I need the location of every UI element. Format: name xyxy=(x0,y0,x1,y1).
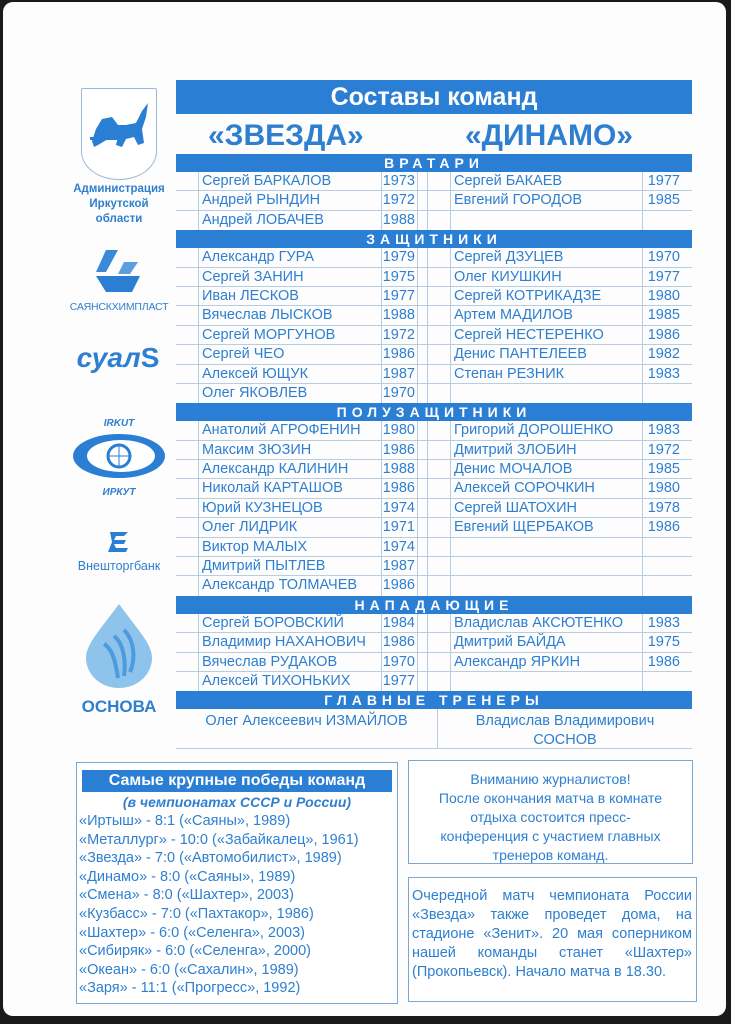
next-match-box xyxy=(408,877,697,1002)
table-row xyxy=(176,421,692,440)
column-divider xyxy=(418,538,428,556)
table-row xyxy=(176,306,692,325)
sponsor-vneshtorgbank xyxy=(65,530,173,574)
away-player-name: Денис МОЧАЛОВ xyxy=(451,460,643,478)
home-player-name: Анатолий АГРОФЕНИН xyxy=(199,421,382,439)
table-row xyxy=(176,365,692,384)
press-notice-line: тренеров команд. xyxy=(492,847,609,863)
home-player-name: Андрей ЛОБАЧЕВ xyxy=(199,211,382,230)
home-number-cell xyxy=(176,538,199,556)
away-player-year: 1986 xyxy=(647,519,680,536)
home-number-cell xyxy=(176,460,199,478)
home-player-year: 1984 xyxy=(382,614,418,632)
home-player-name: Владимир НАХАНОВИЧ xyxy=(199,633,382,651)
away-coach-name xyxy=(438,709,692,748)
home-player-year: 1970 xyxy=(382,384,418,403)
biggest-wins-box xyxy=(76,762,398,1004)
page-title: Составы команд xyxy=(176,80,692,114)
home-number-cell xyxy=(176,191,199,209)
away-player-year: 1980 xyxy=(647,480,680,497)
column-divider xyxy=(418,345,428,363)
home-player-name: Сергей МОРГУНОВ xyxy=(199,326,382,344)
table-row xyxy=(176,172,692,191)
press-notice-line: После окончания матча в комнате xyxy=(438,790,663,806)
column-divider xyxy=(418,653,428,671)
home-number-cell xyxy=(176,672,199,691)
coaches-row xyxy=(176,709,692,749)
table-row xyxy=(176,460,692,479)
column-divider xyxy=(418,326,428,344)
home-player-year: 1987 xyxy=(382,557,418,575)
away-number-cell xyxy=(428,538,451,556)
home-player-name: Юрий КУЗНЕЦОВ xyxy=(199,499,382,517)
column-divider xyxy=(418,365,428,383)
sual-logo-icon: суал xyxy=(76,342,141,373)
home-player-name: Николай КАРТАШОВ xyxy=(199,479,382,497)
home-player-year: 1988 xyxy=(382,306,418,324)
list-item: «Шахтер» - 6:0 («Селенга», 2003) xyxy=(79,924,305,941)
home-player-name: Олег ЯКОВЛЕВ xyxy=(199,384,382,403)
home-number-cell xyxy=(176,211,199,230)
table-row xyxy=(176,191,692,210)
away-player-year: 1983 xyxy=(647,365,680,382)
away-player-name: Артем МАДИЛОВ xyxy=(451,306,643,324)
column-divider xyxy=(418,576,428,595)
sponsor-caption: IRKUT xyxy=(103,418,135,429)
table-row xyxy=(176,441,692,460)
home-player-name: Сергей БОРОВСКИЙ xyxy=(199,614,382,632)
away-number-cell xyxy=(428,653,451,671)
table-row xyxy=(176,538,692,557)
sponsor-irkutsk-administration xyxy=(63,182,175,227)
table-row xyxy=(176,576,692,595)
table-row xyxy=(176,268,692,287)
table-row xyxy=(176,211,692,230)
list-item: «Кузбасс» - 7:0 («Пахтакор», 1986) xyxy=(79,905,314,922)
home-player-name: Сергей БАРКАЛОВ xyxy=(199,172,382,190)
home-player-name: Сергей ЗАНИН xyxy=(199,268,382,286)
sponsor-irkut xyxy=(65,418,173,499)
column-divider xyxy=(418,479,428,497)
table-row xyxy=(176,479,692,498)
table-row xyxy=(176,557,692,576)
home-number-cell xyxy=(176,365,199,383)
home-player-name: Александр КАЛИНИН xyxy=(199,460,382,478)
list-item: «Заря» - 11:1 («Прогресс», 1992) xyxy=(79,980,301,997)
table-row xyxy=(176,499,692,518)
away-player-year: 1977 xyxy=(647,268,680,285)
column-divider xyxy=(418,557,428,575)
table-row xyxy=(176,518,692,537)
press-notice-line: отдыха состоится пресс- xyxy=(470,809,631,825)
list-item: «Сибиряк» - 6:0 («Селенга», 2000) xyxy=(79,943,311,960)
home-player-year: 1972 xyxy=(382,191,418,209)
away-number-cell xyxy=(428,672,451,691)
away-player-name: Сергей ДЗУЦЕВ xyxy=(451,248,643,266)
home-player-name: Сергей ЧЕО xyxy=(199,345,382,363)
home-player-year: 1977 xyxy=(382,672,418,691)
away-number-cell xyxy=(428,365,451,383)
home-number-cell xyxy=(176,421,199,439)
irkutsk-coat-of-arms xyxy=(81,88,157,180)
sponsor-caption: области xyxy=(95,213,143,225)
table-row xyxy=(176,326,692,345)
sponsor-caption: ОСНОВА xyxy=(81,697,157,716)
column-divider xyxy=(418,672,428,691)
home-player-year: 1974 xyxy=(382,499,418,517)
away-number-cell xyxy=(428,499,451,517)
column-divider xyxy=(418,384,428,403)
sponsor-caption: ИРКУТ xyxy=(102,487,136,498)
table-row xyxy=(176,287,692,306)
home-player-year: 1986 xyxy=(382,576,418,595)
away-player-year xyxy=(643,672,682,691)
home-player-year: 1972 xyxy=(382,326,418,344)
home-player-year: 1986 xyxy=(382,479,418,497)
team-home-name: «ЗВЕЗДА» xyxy=(208,119,364,152)
sponsor-osnova xyxy=(65,600,173,717)
home-number-cell xyxy=(176,576,199,595)
press-notice-text xyxy=(409,761,692,865)
away-player-name: Олег КИУШКИН xyxy=(451,268,643,286)
away-player-year: 1978 xyxy=(647,499,680,516)
home-number-cell xyxy=(176,653,199,671)
home-player-name: Иван ЛЕСКОВ xyxy=(199,287,382,305)
away-player-name xyxy=(451,211,643,230)
list-item: «Смена» - 8:0 («Шахтер», 2003) xyxy=(79,887,294,904)
press-notice-box xyxy=(408,760,693,864)
sponsor-sayanskkhimplast xyxy=(65,246,173,314)
away-player-name: Алексей СОРОЧКИН xyxy=(451,479,643,497)
away-player-year: 1985 xyxy=(647,307,680,324)
away-number-cell xyxy=(428,287,451,305)
sponsor-caption: САЯНСКХИМПЛАСТ xyxy=(69,301,169,313)
away-number-cell xyxy=(428,248,451,266)
away-number-cell xyxy=(428,306,451,324)
next-match-text: Очередной матч чемпионата России «Звезда» также проведет дома, на стадионе «Зенит». 20 мая соперником нашей команды станет «Шахтер» (Прокопьевск). Начало матча в 18.30. xyxy=(412,888,692,980)
column-divider xyxy=(418,268,428,286)
away-number-cell xyxy=(428,557,451,575)
section-rows xyxy=(176,172,692,230)
away-number-cell xyxy=(428,518,451,536)
home-number-cell xyxy=(176,248,199,266)
home-player-name: Вячеслав РУДАКОВ xyxy=(199,653,382,671)
home-number-cell xyxy=(176,441,199,459)
away-player-year: 1983 xyxy=(647,614,680,631)
column-divider xyxy=(418,191,428,209)
table-row xyxy=(176,248,692,267)
biggest-wins-subtitle: (в чемпионатах СССР и России) xyxy=(122,794,352,810)
away-player-year: 1970 xyxy=(647,249,680,266)
home-number-cell xyxy=(176,499,199,517)
home-player-name: Алексей ЮЩУК xyxy=(199,365,382,383)
column-divider xyxy=(418,287,428,305)
home-player-year: 1977 xyxy=(382,287,418,305)
home-player-year: 1970 xyxy=(382,653,418,671)
away-number-cell xyxy=(428,460,451,478)
away-player-year xyxy=(643,384,682,403)
away-player-year xyxy=(643,576,682,595)
biggest-wins-list xyxy=(77,812,397,998)
away-coach-line: Владислав Владимирович xyxy=(475,713,655,730)
home-player-name: Александр ГУРА xyxy=(199,248,382,266)
home-player-name: Вячеслав ЛЫСКОВ xyxy=(199,306,382,324)
home-player-year: 1987 xyxy=(382,365,418,383)
away-player-name xyxy=(451,538,643,556)
home-number-cell xyxy=(176,518,199,536)
away-player-name xyxy=(451,557,643,575)
column-divider xyxy=(418,614,428,632)
section-header: НАПАДАЮЩИЕ xyxy=(176,596,692,614)
home-player-name: Алексей ТИХОНЬКИХ xyxy=(199,672,382,691)
home-number-cell xyxy=(176,614,199,632)
home-number-cell xyxy=(176,633,199,651)
table-row xyxy=(176,384,692,403)
away-player-year xyxy=(643,557,682,575)
away-player-year: 1972 xyxy=(647,441,680,458)
away-player-name: Григорий ДОРОШЕНКО xyxy=(451,421,643,439)
column-divider xyxy=(418,421,428,439)
home-player-year: 1975 xyxy=(382,268,418,286)
list-item: «Металлург» - 10:0 («Забайкалец», 1961) xyxy=(79,831,359,848)
away-player-year: 1977 xyxy=(647,173,680,189)
away-player-name: Сергей ШАТОХИН xyxy=(451,499,643,517)
table-row xyxy=(176,633,692,652)
away-player-year: 1986 xyxy=(647,326,680,343)
away-player-name xyxy=(451,576,643,595)
column-divider xyxy=(418,306,428,324)
home-number-cell xyxy=(176,345,199,363)
away-player-name: Александр ЯРКИН xyxy=(451,653,643,671)
sayanskkhimplast-logo-icon xyxy=(84,246,154,296)
home-player-name: Дмитрий ПЫТЛЕВ xyxy=(199,557,382,575)
home-number-cell xyxy=(176,479,199,497)
program-page xyxy=(3,2,726,1016)
section-header: ЗАЩИТНИКИ xyxy=(176,230,692,248)
osnova-logo-icon xyxy=(80,600,158,688)
home-player-year: 1980 xyxy=(382,421,418,439)
away-number-cell xyxy=(428,614,451,632)
home-player-name: Андрей РЫНДИН xyxy=(199,191,382,209)
home-player-year: 1988 xyxy=(382,460,418,478)
away-number-cell xyxy=(428,172,451,190)
home-number-cell xyxy=(176,172,199,190)
away-player-year xyxy=(643,211,682,230)
away-number-cell xyxy=(428,441,451,459)
away-player-year: 1985 xyxy=(647,461,680,478)
table-row xyxy=(176,614,692,633)
home-number-cell xyxy=(176,306,199,324)
away-number-cell xyxy=(428,345,451,363)
away-number-cell xyxy=(428,576,451,595)
away-player-name: Дмитрий БАЙДА xyxy=(451,633,643,651)
home-player-name: Виктор МАЛЫХ xyxy=(199,538,382,556)
column-divider xyxy=(418,172,428,190)
away-number-cell xyxy=(428,384,451,403)
home-player-year: 1971 xyxy=(382,518,418,536)
away-player-name: Владислав АКСЮТЕНКО xyxy=(451,614,643,632)
away-player-name xyxy=(451,672,643,691)
away-number-cell xyxy=(428,326,451,344)
list-item: «Иртыш» - 8:1 («Саяны», 1989) xyxy=(79,813,291,829)
column-divider xyxy=(418,499,428,517)
home-player-name: Максим ЗЮЗИН xyxy=(199,441,382,459)
home-player-year: 1986 xyxy=(382,633,418,651)
home-number-cell xyxy=(176,384,199,403)
column-divider xyxy=(418,460,428,478)
section-rows xyxy=(176,421,692,596)
section-header: ПОЛУЗАЩИТНИКИ xyxy=(176,403,692,421)
irkutsk-coat-of-arms-icon xyxy=(82,89,158,181)
home-number-cell xyxy=(176,326,199,344)
away-player-name: Дмитрий ЗЛОБИН xyxy=(451,441,643,459)
vneshtorgbank-logo-icon xyxy=(106,530,132,554)
home-player-name: Александр ТОЛМАЧЕВ xyxy=(199,576,382,595)
away-number-cell xyxy=(428,479,451,497)
away-coach-line: СОСНОВ xyxy=(533,732,597,749)
away-player-name: Степан РЕЗНИК xyxy=(451,365,643,383)
column-divider xyxy=(418,211,428,230)
away-number-cell xyxy=(428,191,451,209)
away-player-year: 1980 xyxy=(647,287,680,304)
section-header: ВРАТАРИ xyxy=(176,154,692,172)
away-player-name xyxy=(451,384,643,403)
list-item: «Звезда» - 7:0 («Автомобилист», 1989) xyxy=(79,850,342,867)
column-divider xyxy=(418,633,428,651)
biggest-wins-title: Самые крупные победы команд xyxy=(82,770,392,792)
table-row xyxy=(176,653,692,672)
list-item: «Динамо» - 8:0 («Саяны», 1989) xyxy=(79,868,296,885)
table-row xyxy=(176,345,692,364)
section-rows xyxy=(176,614,692,692)
away-number-cell xyxy=(428,633,451,651)
sponsor-caption: Иркутской xyxy=(89,198,149,210)
away-player-year: 1986 xyxy=(647,653,680,670)
away-player-name: Денис ПАНТЕЛЕЕВ xyxy=(451,345,643,363)
sponsor-caption: Администрация xyxy=(73,183,165,195)
home-player-year: 1973 xyxy=(382,172,418,190)
column-divider xyxy=(418,441,428,459)
home-number-cell xyxy=(176,287,199,305)
away-player-year: 1975 xyxy=(647,634,680,651)
away-player-year: 1985 xyxy=(647,192,680,209)
home-number-cell xyxy=(176,557,199,575)
away-player-name: Сергей КОТРИКАДЗЕ xyxy=(451,287,643,305)
away-player-name: Евгений ЩЕРБАКОВ xyxy=(451,518,643,536)
away-player-name: Сергей НЕСТЕРЕНКО xyxy=(451,326,643,344)
press-notice-line: конференция с участием главных xyxy=(440,828,661,844)
irkut-logo-icon xyxy=(69,430,169,482)
sponsor-sual: суал​S xyxy=(76,342,160,373)
home-coach-name: Олег Алексеевич ИЗМАЙЛОВ xyxy=(176,709,438,748)
home-player-year: 1986 xyxy=(382,441,418,459)
away-player-name: Евгений ГОРОДОВ xyxy=(451,191,643,209)
column-divider xyxy=(418,248,428,266)
sponsor-caption: Внешторгбанк xyxy=(77,559,161,573)
column-divider xyxy=(418,518,428,536)
away-number-cell xyxy=(428,268,451,286)
section-rows xyxy=(176,248,692,403)
home-player-year: 1979 xyxy=(382,248,418,266)
home-player-name: Олег ЛИДРИК xyxy=(199,518,382,536)
home-number-cell xyxy=(176,268,199,286)
press-notice-line: Вниманию журналистов! xyxy=(470,771,631,787)
away-player-year xyxy=(643,538,682,556)
coaches-header: ГЛАВНЫЕ ТРЕНЕРЫ xyxy=(176,691,692,709)
home-player-year: 1986 xyxy=(382,345,418,363)
team-away-name: «ДИНАМО» xyxy=(465,119,633,152)
home-player-year: 1974 xyxy=(382,538,418,556)
away-player-year: 1983 xyxy=(647,422,680,439)
list-item: «Океан» - 6:0 («Сахалин», 1989) xyxy=(79,961,299,978)
away-number-cell xyxy=(428,421,451,439)
away-player-year: 1982 xyxy=(647,346,680,363)
table-row xyxy=(176,672,692,691)
home-player-year: 1988 xyxy=(382,211,418,230)
roster-table xyxy=(176,154,692,749)
away-number-cell xyxy=(428,211,451,230)
away-player-name: Сергей БАКАЕВ xyxy=(451,172,643,190)
